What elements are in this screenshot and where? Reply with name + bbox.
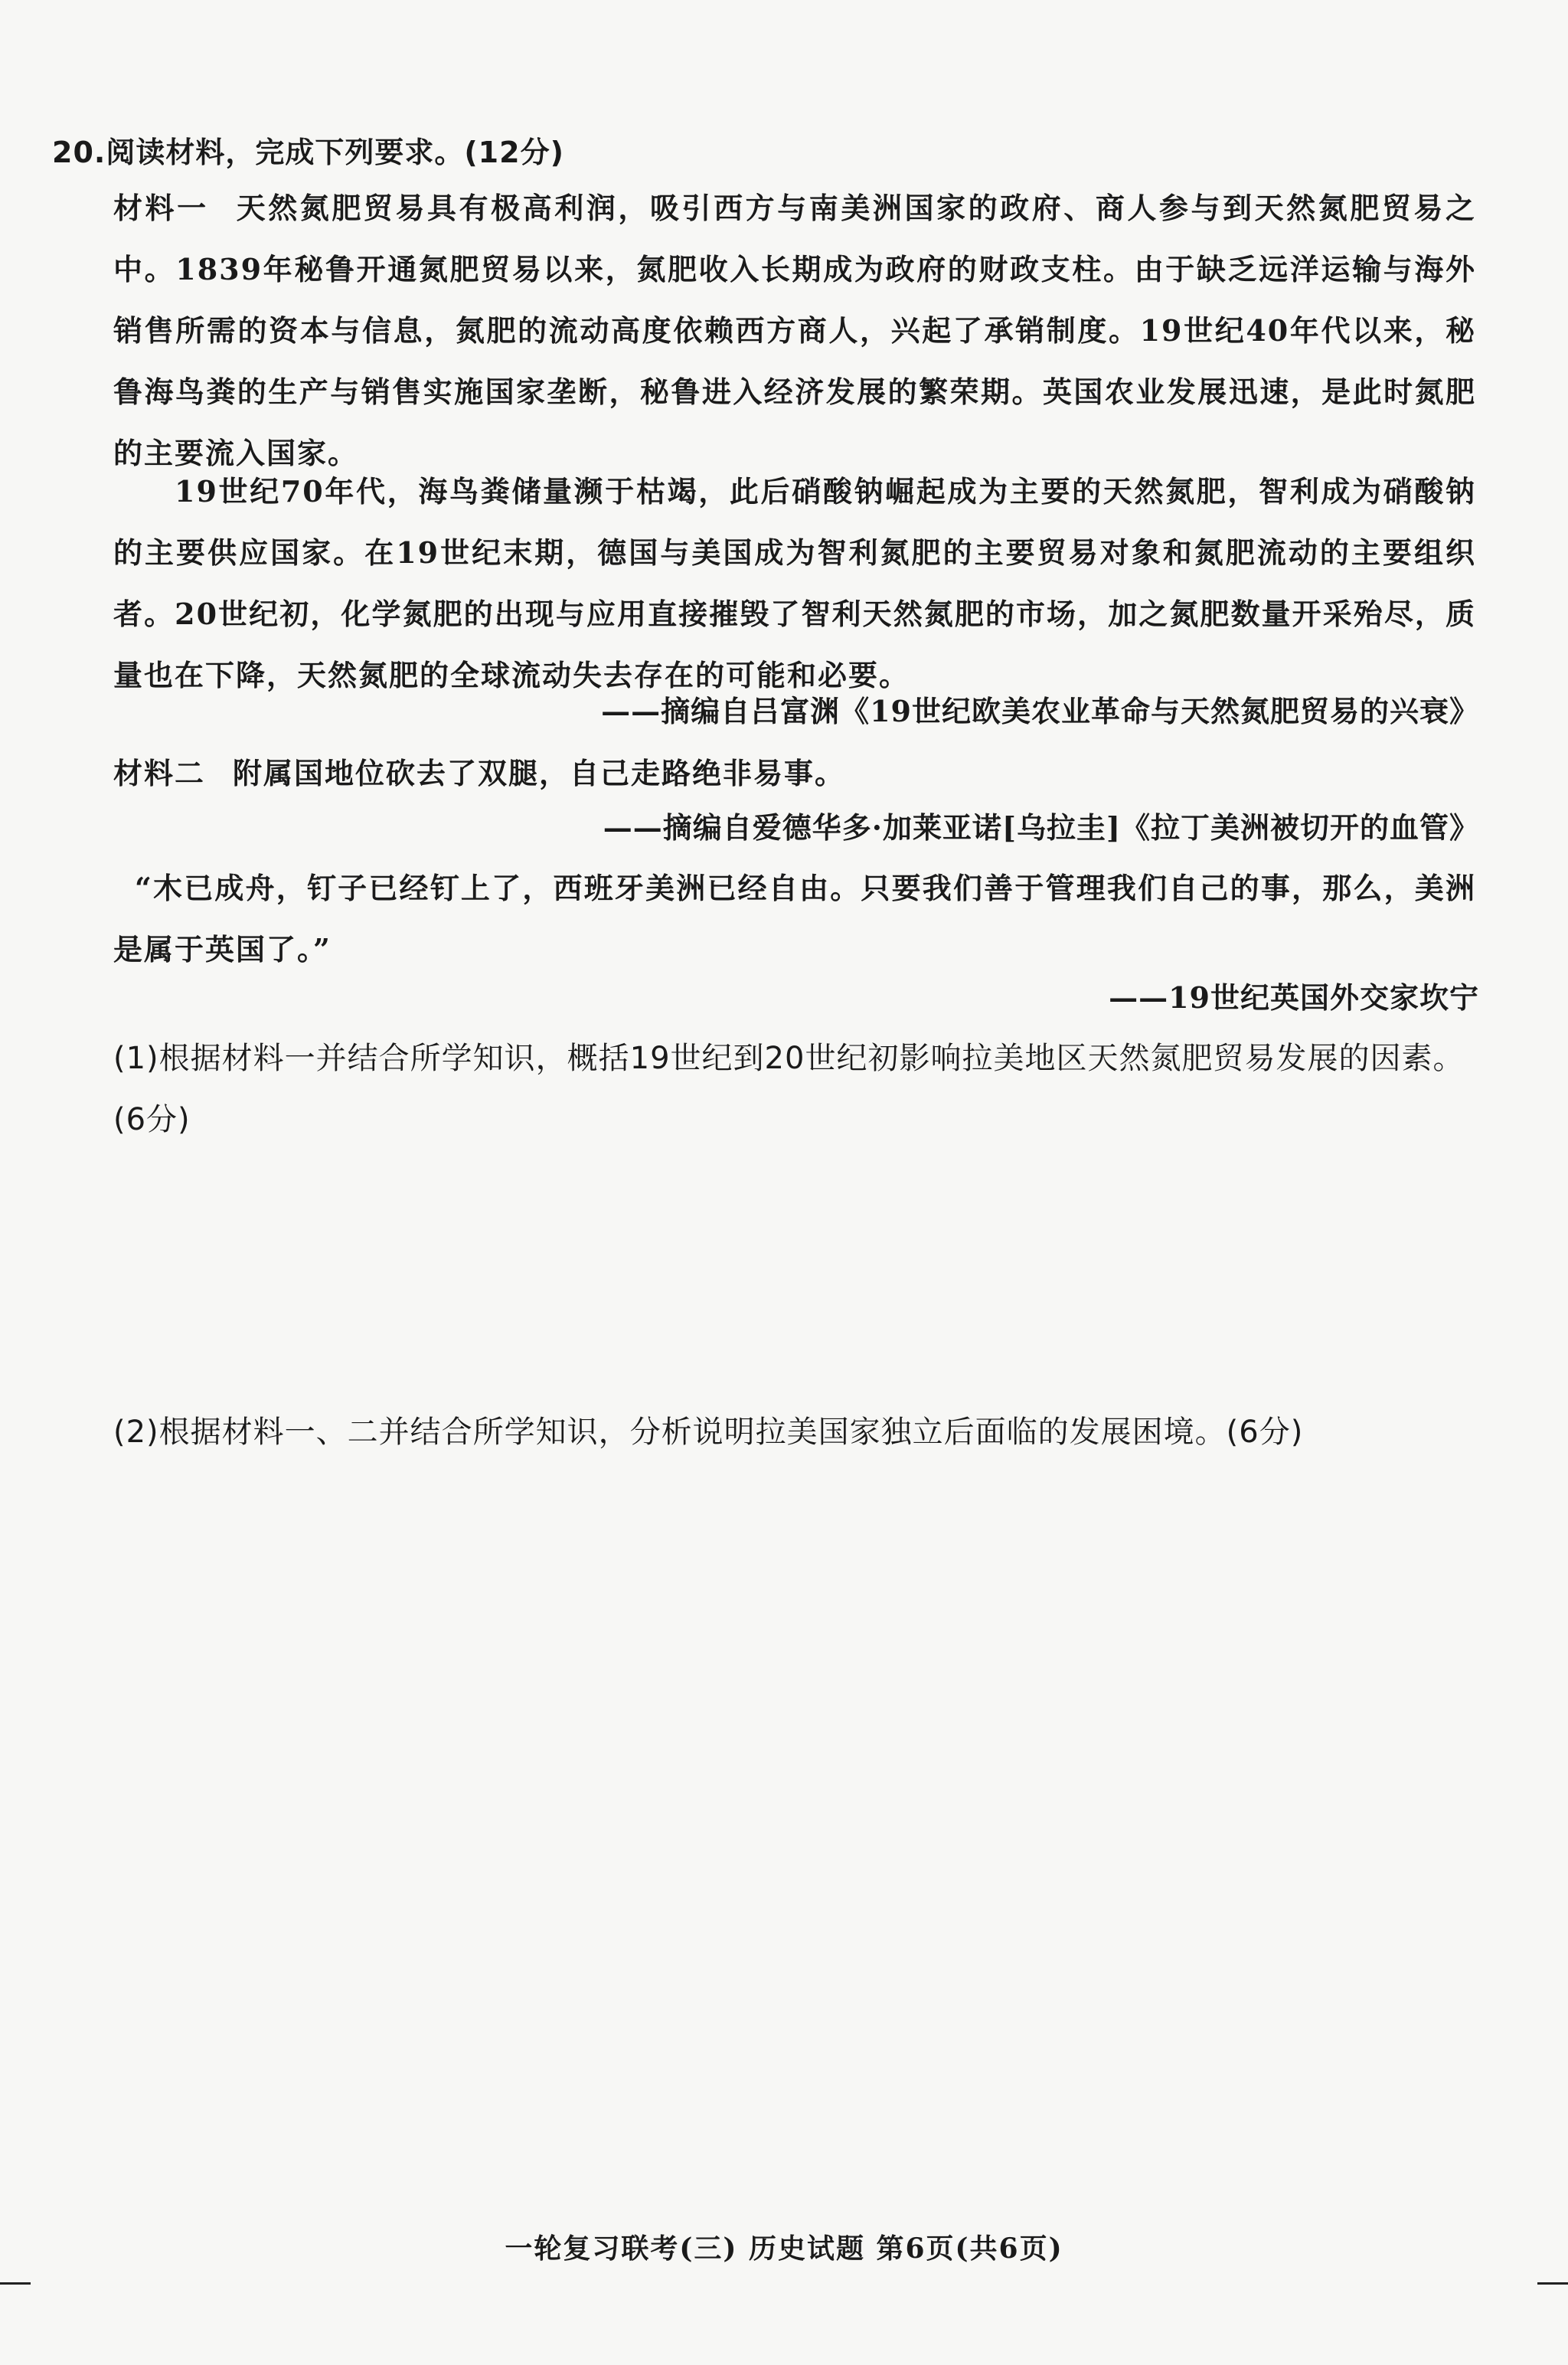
subquestion-2: (2)根据材料一、二并结合所学知识，分析说明拉美国家独立后面临的发展困境。(6分) [113,1415,1304,1450]
material1-label: 材料一 [113,191,209,225]
material2-source1: ——摘编自爱德华多·加莱亚诺[乌拉圭]《拉丁美洲被切开的血管》 [603,810,1479,845]
material1-paragraph1 [113,178,1476,484]
material2-text1: 附属国地位砍去了双腿，自己走路绝非易事。 [233,756,846,790]
material1-paragraph2: 19世纪70年代，海鸟粪储量濒于枯竭，此后硝酸钠崛起成为主要的天然氮肥，智利成为硝酸钠的主要供应国家。在19世纪末期，德国与美国成为智利氮肥的主要贸易对象和氮肥流动的主要组织者。20世纪初，化学氮肥的出现与应用直接摧毁了智利天然氮肥的市场，加之氮肥数量开采殆尽，质量也在下降，天然氮肥的全球流动失去存在的可能和必要。 [113,474,1476,692]
material1-source: ——摘编自吕富渊《19世纪欧美农业革命与天然氮肥贸易的兴衰》 [601,694,1479,728]
material1-text1: 天然氮肥贸易具有极高利润，吸引西方与南美洲国家的政府、商人参与到天然氮肥贸易之中。1839年秘鲁开通氮肥贸易以来，氮肥收入长期成为政府的财政支柱。由于缺乏远洋运输与海外销售所需的资本与信息，氮肥的流动高度依赖西方商人，兴起了承销制度。19世纪40年代以来，秘鲁海鸟粪的生产与销售实施国家垄断，秘鲁进入经济发展的繁荣期。英国农业发展迅速，是此时氮肥的主要流入国家。 [113,191,1476,470]
material2-source2: ——19世纪英国外交家坎宁 [1109,980,1479,1015]
material2-quote: “木已成舟，钉子已经钉上了，西班牙美洲已经自由。只要我们善于管理我们自己的事，那么，美洲是属于英国了。” [113,871,1476,967]
material2-label: 材料二 [113,757,206,790]
left-cut-mark [0,2282,31,2285]
material2-paragraph1 [113,743,1476,804]
subquestion-1: (1)根据材料一并结合所学知识，概括19世纪到20世纪初影响拉美地区天然氮肥贸易发展的因素。(6分) [113,1041,1465,1137]
question-title: 20.阅读材料，完成下列要求。(12分) [52,136,564,169]
page-footer: 一轮复习联考(三) 历史试题 第6页(共6页) [505,2233,1063,2265]
right-cut-mark [1537,2282,1568,2285]
